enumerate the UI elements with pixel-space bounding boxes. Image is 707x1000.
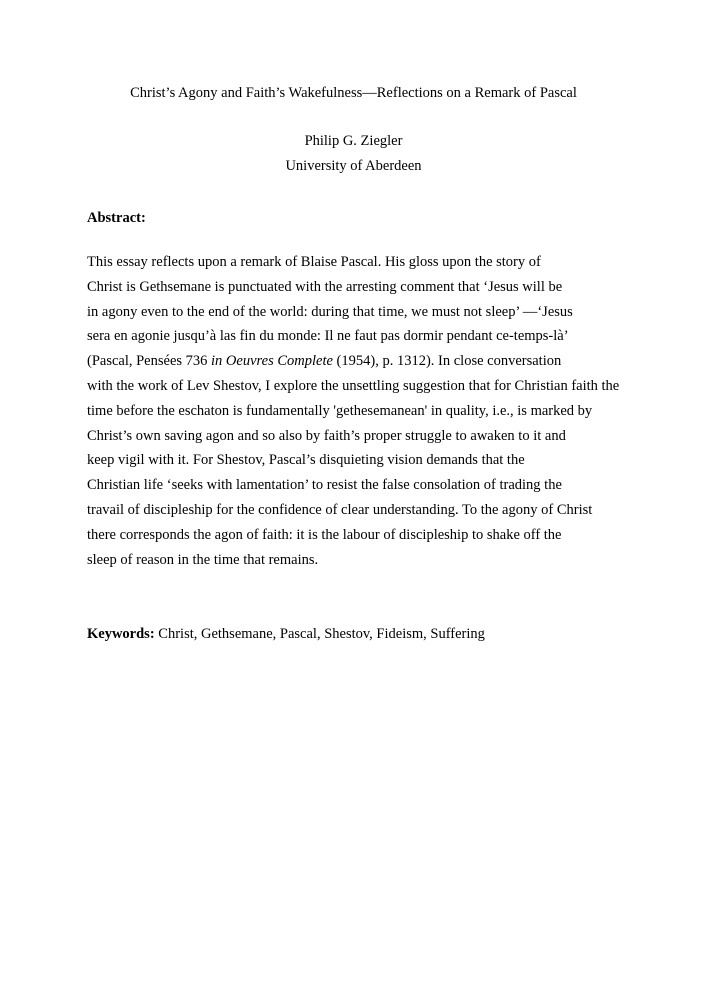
abstract-body bbox=[87, 250, 687, 572]
abstract-line: Christ’s own saving agon and so also by faith’s proper struggle to awaken to it and bbox=[87, 427, 566, 444]
abstract-line: Christ is Gethsemane is punctuated with the arresting comment that ‘Jesus will be bbox=[87, 278, 563, 295]
abstract-line: there corresponds the agon of faith: it is the labour of discipleship to shake off the bbox=[87, 526, 562, 543]
abstract-line bbox=[87, 349, 687, 374]
abstract-line: travail of discipleship for the confidence of clear understanding. To the agony of Christ bbox=[87, 501, 593, 518]
paper-title: Christ’s Agony and Faith’s Wakefulness—Reflections on a Remark of Pascal bbox=[130, 85, 577, 101]
citation-suffix: (1954), p. 1312). In close conversation bbox=[332, 353, 562, 370]
abstract-line: keep vigil with it. For Shestov, Pascal’s disquieting vision demands that the bbox=[87, 452, 525, 469]
abstract-line: This essay reflects upon a remark of Blaise Pascal. His gloss upon the story of bbox=[87, 254, 541, 270]
abstract-line: sera en agonie jusqu’à las fin du monde: Il ne faut pas dormir pendant ce-temps-là’ bbox=[87, 328, 569, 345]
author-name: Philip G. Ziegler bbox=[304, 133, 403, 149]
abstract-line: sleep of reason in the time that remains. bbox=[87, 551, 319, 568]
abstract-line: Christian life ‘seeks with lamentation’ to resist the false consolation of trading the bbox=[87, 477, 562, 494]
author-affiliation: University of Aberdeen bbox=[285, 158, 422, 174]
keywords-label: Keywords: bbox=[87, 626, 155, 642]
citation-prefix: (Pascal, Pensées 736 bbox=[87, 353, 212, 370]
abstract-line: with the work of Lev Shestov, I explore the unsettling suggestion that for Christian faith the bbox=[87, 377, 620, 394]
abstract-line: time before the eschaton is fundamentally 'gethesemanean' in quality, i.e., is marked by bbox=[87, 402, 593, 419]
abstract-line: in agony even to the end of the world: during that time, we must not sleep’ —‘Jesus bbox=[87, 303, 573, 320]
citation-work-title: in Oeuvres Complete bbox=[211, 353, 333, 370]
abstract-heading: Abstract: bbox=[87, 210, 146, 226]
keywords-line bbox=[87, 622, 485, 647]
keywords-text: Christ, Gethsemane, Pascal, Shestov, Fideism, Suffering bbox=[154, 626, 485, 642]
